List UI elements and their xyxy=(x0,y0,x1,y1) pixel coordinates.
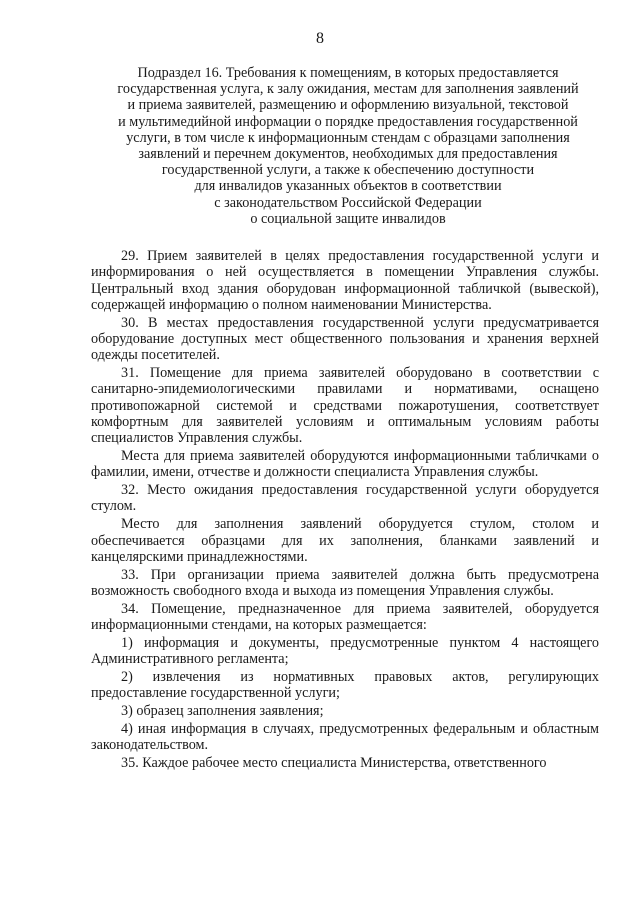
paragraph-29: 29. Прием заявителей в целях предоставления государственной услуги и информирования о ней осуществляется в помещении Управления службы. Центральный вход здания оборудован информационной табличкой (вывеской), содержащей информацию о полном наименовании Министерства. xyxy=(91,248,599,313)
paragraph-32: 32. Место ожидания предоставления государственной услуги оборудуется стулом. xyxy=(91,482,599,515)
paragraph-31: 31. Помещение для приема заявителей оборудовано в соответствии с санитарно-эпидемиологическими правилами и нормативами, оснащено противопожарной системой и средствами пожаротушения, соответствует комфортным для заявителей условиям и оптимальным условиям работы специалистов Управления службы. xyxy=(91,365,599,447)
heading-line: для инвалидов указанных объектов в соответствии xyxy=(194,178,502,195)
heading-line: услуги, в том числе к информационным стендам с образцами заполнения xyxy=(126,129,570,146)
list-item-1: 1) информация и документы, предусмотренные пунктом 4 настоящего Административного регламента; xyxy=(91,634,599,668)
document-body xyxy=(91,248,599,773)
list-item-2: 2) извлечения из нормативных правовых актов, регулирующих предоставление государственной услуги; xyxy=(91,668,599,702)
heading-line: о социальной защите инвалидов xyxy=(250,210,446,227)
heading-line: государственной услуги, а также к обеспечению доступности xyxy=(161,162,535,179)
paragraph-34: 34. Помещение, предназначенное для приема заявителей, оборудуется информационными стендами, на которых размещается: xyxy=(91,600,599,634)
subsection-heading xyxy=(98,65,598,227)
list-item-4: 4) иная информация в случаях, предусмотренных федеральным и областным законодательством. xyxy=(91,720,599,754)
paragraph-32-filling-place: Место для заполнения заявлений оборудуется стулом, столом и обеспечивается образцами для их заполнения, бланками заявлений и канцелярскими принадлежностями. xyxy=(91,516,599,565)
list-item-3: 3) образец заполнения заявления; xyxy=(121,703,324,720)
heading-line: и мультимедийной информации о порядке предоставления государственной xyxy=(118,113,578,130)
paragraph-30: 30. В местах предоставления государственной услуги предусматривается оборудование доступных мест общественного пользования и хранения верхней одежды посетителей. xyxy=(91,314,599,364)
heading-line: с законодательством Российской Федерации xyxy=(214,194,482,211)
heading-line: и приема заявителей, размещению и оформлению визуальной, текстовой xyxy=(127,97,569,114)
page-number: 8 xyxy=(316,30,324,47)
paragraph-31-places: Места для приема заявителей оборудуются информационными табличками о фамилии, имени, отчестве и должности специалиста Управления службы. xyxy=(91,448,599,481)
heading-line: заявлений и перечнем документов, необходимых для предоставления xyxy=(138,146,558,163)
paragraph-35: 35. Каждое рабочее место специалиста Министерства, ответственного xyxy=(121,754,547,771)
heading-line: Подраздел 16. Требования к помещениям, в которых предоставляется xyxy=(137,65,559,81)
paragraph-33: 33. При организации приема заявителей должна быть предусмотрена возможность свободного входа и выхода из помещения Управления службы. xyxy=(91,566,599,599)
heading-line: государственная услуга, к залу ожидания, местам для заполнения заявлений xyxy=(117,81,579,98)
